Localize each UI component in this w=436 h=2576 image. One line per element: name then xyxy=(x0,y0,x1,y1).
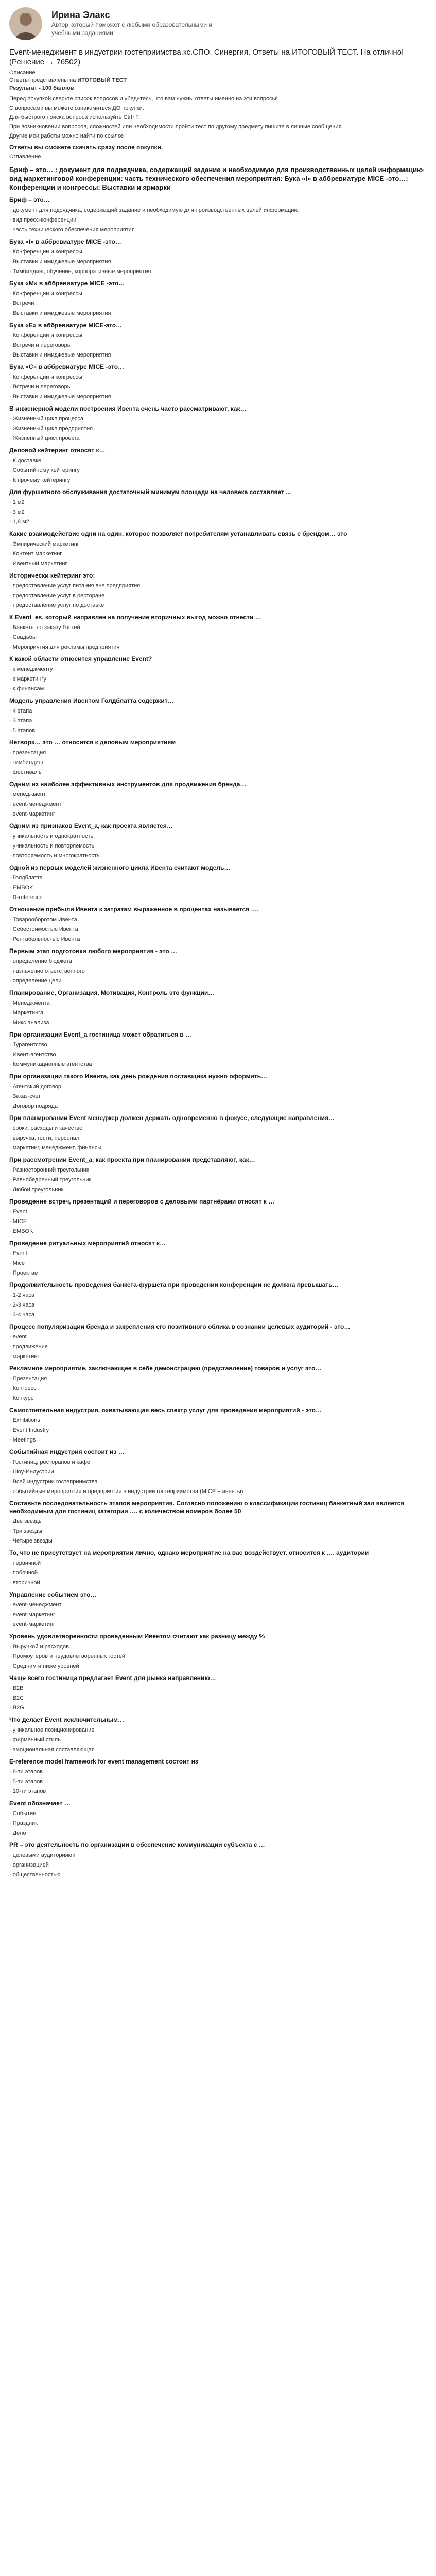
answer-option: · event-менеджмент xyxy=(9,1602,62,1608)
answer-option: · Конференции и конгрессы xyxy=(9,249,82,255)
answer-option: · уникальное позиционирование xyxy=(9,1727,95,1733)
answer-option: · Event xyxy=(9,1209,27,1215)
author-block xyxy=(9,7,427,40)
intro-section xyxy=(9,95,427,140)
answer-option: · событийные мероприятия и предприятия в индустрии гостеприимства (MICE + ивенты) xyxy=(9,1488,243,1495)
answer-option: · выручка, гости, персонал xyxy=(9,1135,80,1141)
question-heading: Событийная индустрия состоит из … xyxy=(9,1448,125,1455)
toc-label: Оглавление xyxy=(9,154,41,160)
question-heading: Модель управления Ивентом Голдблатта содержит… xyxy=(9,697,174,704)
answer-option: · первичной xyxy=(9,1560,41,1566)
question-heading: Уровень удовлетворенности проведенным Ивентом считают как разницу между % xyxy=(9,1633,265,1640)
answer-option: · предоставление услуг в ресторане xyxy=(9,592,105,599)
answer-option: · Рентабельностью Ивента xyxy=(9,936,80,942)
result-line: Результат - 100 баллов xyxy=(9,85,74,91)
answer-option: · MICE xyxy=(9,1218,27,1225)
answer-option: · 5 этапов xyxy=(9,727,36,734)
answer-option: · Выставки и имиджевые мероприятия xyxy=(9,310,111,316)
answer-option: · B2G xyxy=(9,1705,24,1711)
answer-option: · Четыре звезды xyxy=(9,1538,53,1544)
answer-option: · назначение ответственного xyxy=(9,968,85,974)
question-heading: Деловой кейтеринг относят к… xyxy=(9,447,106,454)
answer-option: · менеджмент xyxy=(9,791,46,798)
answer-option: · определение бюджета xyxy=(9,958,72,964)
answer-option: · Всей индустрии гостеприимства xyxy=(9,1479,98,1485)
question-heading: Для фуршетного обслуживания достаточный минимум площади на человека составляет ... xyxy=(9,488,291,496)
answer-option: · Микс анализа xyxy=(9,1020,49,1026)
answer-option: · event-маркетинг xyxy=(9,811,56,817)
description-label: Описание xyxy=(9,70,36,76)
answer-option: · 8-ти этапов xyxy=(9,1769,43,1775)
answers-prefix: Ответы представлены на xyxy=(9,77,76,83)
question-heading: Проведение встреч, презентаций и переговоров с деловыми партнёрами относят к … xyxy=(9,1198,275,1205)
answer-option: · предоставление услуг питания вне предприятия xyxy=(9,583,141,589)
answer-option: · event-маркетинг xyxy=(9,1621,56,1628)
answer-option: · уникальность и повторяемость xyxy=(9,843,95,849)
answer-option: · 3 м2 xyxy=(9,509,25,515)
question-heading: Бука «М» в аббревиатуре MICE -это… xyxy=(9,280,125,287)
author-description: Автор который поможет с любыми образовательными и учебными заданиями xyxy=(51,21,213,37)
answer-option: · Коммуникационные агентства xyxy=(9,1061,92,1067)
answer-option: · Заказ-счет xyxy=(9,1093,41,1099)
question-heading: Чаще всего гостиница предлагает Event для рынка направлению… xyxy=(9,1674,216,1682)
question-heading: Бука «E» в аббревиатуре MICE-это… xyxy=(9,321,123,329)
question-heading: Одним из признаков Event_a, как проекта является… xyxy=(9,822,173,829)
answer-option: · B2B xyxy=(9,1685,24,1691)
answer-option: · Встречи xyxy=(9,300,34,307)
question-heading: Самостоятельная индустрия, охватывающая весь спектр услуг для проведения мероприятий - это… xyxy=(9,1406,322,1414)
question-heading: Составьте последовательность этапов мероприятия. Согласно положению о классификации гостиниц банкетный зал является необходимым для гостиниц категории …. с количеством номеров более 50 xyxy=(9,1500,405,1515)
answer-option: · Событие xyxy=(9,1810,37,1817)
answer-option: · Агентский договор xyxy=(9,1083,61,1090)
answer-option: · предоставление услуг по доставке xyxy=(9,602,104,608)
answer-option: · Себестоимостью Ивента xyxy=(9,926,78,933)
answers-line xyxy=(9,77,427,84)
answer-option: · Выставки и имиджевые мероприятия xyxy=(9,352,111,358)
answer-option: · Шоу-Индустрии xyxy=(9,1469,54,1475)
answer-option: · Презентация xyxy=(9,1376,47,1382)
answer-option: · Конкурс xyxy=(9,1395,34,1401)
answer-option: · Встречи и переговоры xyxy=(9,384,72,390)
answer-option: · тимбилдинг xyxy=(9,759,44,766)
answer-option: · Событийному кейтерингу xyxy=(9,467,80,473)
intro-paragraph: Перед покупкой сверьте список вопросов и убедитесь, что вам нужны ответы именно на эти вопросы! xyxy=(9,96,278,102)
answer-option: · 2-3 часа xyxy=(9,1302,35,1308)
answer-option: · Эмпирический маркетинг xyxy=(9,541,79,547)
answer-option: · продвижение xyxy=(9,1344,48,1350)
answer-option: · К доставке xyxy=(9,457,42,464)
question-heading: Бриф – это… : документ для подрядчика, содержащий задание и необходимую для производственных целей информацию· вид маркетинговой конференции: часть технического обеспечения мероприятия: Бука «I» в аббревиатуре MICE -это…: Конференции и конгрессы: Выставки и ярмарки xyxy=(9,166,425,191)
answer-option: · Meetings xyxy=(9,1437,36,1443)
author-name[interactable]: Ирина Элакс xyxy=(51,10,110,20)
answer-option: · 1 м2 xyxy=(9,499,25,505)
answer-option: · Выставки и имиджевые мероприятия xyxy=(9,259,111,265)
answer-option: · Дело xyxy=(9,1830,26,1836)
answer-option: · Ивентный маркетинг xyxy=(9,561,67,567)
answer-option: · Event Industry xyxy=(9,1427,49,1433)
answer-option: · общественностью xyxy=(9,1872,61,1878)
question-heading: Бука «C» в аббревиатуре MICE -это… xyxy=(9,363,125,370)
answer-option: · Любой треугольник xyxy=(9,1187,64,1193)
page-title: Event-менеджмент в индустрии гостеприимства.кс.СПО. Синергия. Ответы на ИТОГОВЫЙ ТЕСТ. На отлично! (Решение → 76502) xyxy=(9,48,404,66)
question-heading: Продолжительность проведения банкета-фуршета при проведении конференции не должна превышать… xyxy=(9,1281,339,1289)
answer-option: · Разносторонний треугольник xyxy=(9,1167,89,1173)
answer-option: · event-маркетинг xyxy=(9,1612,56,1618)
qa-list xyxy=(9,165,427,1878)
answer-option: · Exhibitions xyxy=(9,1417,40,1423)
answer-option: · Турагентство xyxy=(9,1042,47,1048)
answer-option: · К прочему кейтерингу xyxy=(9,477,71,483)
answer-option: · организацией xyxy=(9,1862,49,1868)
answer-option: · эмоциональная составляющая xyxy=(9,1747,95,1753)
answer-option: · определение цели xyxy=(9,978,62,984)
question-heading: Что делает Event исключительным… xyxy=(9,1716,125,1723)
answer-option: · Голдблатта xyxy=(9,875,43,881)
question-heading: При планировании Event менеджер должен держать одновременно в фокусе, следующие направления… xyxy=(9,1114,335,1122)
answer-option: · маркетинг, менеджмент, финансы xyxy=(9,1145,102,1151)
question-heading: Планирование, Организация, Мотивация, Контроль это функции… xyxy=(9,989,215,996)
answer-option: · маркетинг xyxy=(9,1353,40,1360)
answer-option: · Тимбилдинг, обучение, корпоративные мероприятия xyxy=(9,268,151,275)
answer-option: · к маркетингу xyxy=(9,676,46,682)
question-heading: К Event_es, который направлен на получение вторичных выгод можно отнести … xyxy=(9,614,261,621)
answer-option: · Mice xyxy=(9,1260,25,1266)
intro-paragraph: Для быстрого поиска вопроса используйте Ctrl+F. xyxy=(9,114,140,121)
author-text xyxy=(51,7,221,37)
question-heading: При организации такого Ивента, как день рождения поставщика нужно оформить… xyxy=(9,1073,268,1080)
answer-option: · EMBOK xyxy=(9,885,33,891)
answer-option: · Конференции и конгрессы xyxy=(9,374,82,380)
answer-option: · вид пресс-конференции xyxy=(9,217,77,223)
question-heading: Какие взаимодействие одни на один, которое позволяет потребителям устанавливать связь с брендом… это xyxy=(9,530,347,537)
answer-option: · часть технического обеспечения мероприятия xyxy=(9,227,135,233)
intro-paragraph: При возникновении вопросов, сложностей или необходимости пройти тест по другому предмету пишите в личные сообщения. xyxy=(9,124,343,130)
question-heading: Процесс популяризации бренда и закрепления его позитивного облика в сознании целевых аудиторий - это… xyxy=(9,1323,351,1330)
answer-option: · Две звезды xyxy=(9,1518,43,1524)
answer-option: · к финансам xyxy=(9,686,44,692)
answer-option: · Промоутеров и неудовлетворенных гостей xyxy=(9,1653,126,1659)
answer-option: · Выручкой и расходов xyxy=(9,1643,69,1650)
answer-option: · 3 этапа xyxy=(9,718,32,724)
question-heading: При рассмотрении Event_a, как проекта при планировании представляют, как… xyxy=(9,1156,255,1163)
intro-paragraph: С вопросами вы можете ознакомиться ДО покупки. xyxy=(9,105,144,111)
answer-option: · EMBOK xyxy=(9,1228,33,1234)
answer-option: · фестиваль xyxy=(9,769,42,775)
question-heading: Рекламное мероприятие, заключающее в себе демонстрацию (представление) товаров и услуг это… xyxy=(9,1365,322,1372)
answer-option: · Жизненный цикл проекта xyxy=(9,435,80,442)
question-heading: В инженерной модели построения Ивента очень часто рассматривают, как… xyxy=(9,405,247,412)
answer-option: · Гостиниц, ресторанов и кафе xyxy=(9,1459,91,1465)
question-heading: При организации Event_а гостиница может обратиться в … xyxy=(9,1031,191,1038)
question-heading: Одним из наиболее эффективных инструментов для продвижения бренда… xyxy=(9,781,247,788)
question-heading: Event обозначает … xyxy=(9,1800,71,1807)
answer-option: · Конгресс xyxy=(9,1385,37,1392)
answer-option: · Свадьбы xyxy=(9,634,37,640)
intro-paragraph: Другие мои работы можно найти по ссылке xyxy=(9,133,124,139)
answer-option: · сроки, расходы и качество xyxy=(9,1125,83,1131)
question-heading: Бриф – это… xyxy=(9,196,50,204)
question-heading: Первым этап подготовки любого мероприятия - это … xyxy=(9,947,178,955)
answer-option: · Конференции и конгрессы xyxy=(9,332,82,338)
question-heading: E-reference model framework for event management состоит из xyxy=(9,1758,198,1765)
answer-option: · документ для подрядчика, содержащий задание и необходимую для производственных целей информацию xyxy=(9,207,299,213)
answer-option: · Три звезды xyxy=(9,1528,42,1534)
answer-option: · Равнобедренный треугольник xyxy=(9,1177,92,1183)
answer-option: · Товарооборотом Ивента xyxy=(9,917,77,923)
answer-option: · R-reference xyxy=(9,894,43,901)
answer-option: · Контент маркетинг xyxy=(9,551,62,557)
answer-option: · 3-4 часа xyxy=(9,1312,35,1318)
question-heading: Проведение ритуальных мероприятий относят к… xyxy=(9,1240,166,1247)
answer-option: · Проектам xyxy=(9,1270,39,1276)
question-heading: То, что не присутствует на мероприятии лично, однако мероприятие на вас воздействует, относится к …. аудитории xyxy=(9,1549,369,1556)
question-heading: Исторически кейтеринг это: xyxy=(9,572,95,579)
answer-option: · Жизненный цикл предприятия xyxy=(9,426,93,432)
answer-option: · Ивент-агентство xyxy=(9,1052,56,1058)
answer-option: · уникальность и однократность xyxy=(9,833,94,839)
answer-option: · Жизненный цикл процесса xyxy=(9,416,83,422)
answer-option: · Выставки и имиджевые мероприятия xyxy=(9,394,111,400)
answer-option: · Event xyxy=(9,1250,27,1257)
answer-option: · Встречи и переговоры xyxy=(9,342,72,348)
answer-option: · 4 этапа xyxy=(9,708,32,714)
answer-option: · Менеджмента xyxy=(9,1000,50,1006)
answer-option: · презентация xyxy=(9,750,46,756)
answer-option: · B2C xyxy=(9,1695,24,1701)
answer-option: · Праздник xyxy=(9,1820,38,1826)
answer-option: · event xyxy=(9,1334,27,1340)
answer-option: · фирменный стиль xyxy=(9,1737,61,1743)
answer-option: · 1,8 м2 xyxy=(9,519,29,525)
answer-option: · побочной xyxy=(9,1570,38,1576)
question-heading: Бука «I» в аббревиатуре MICE -это… xyxy=(9,238,121,245)
avatar-photo-icon xyxy=(9,7,42,40)
question-heading: Отношение прибыли Ивента к затратам выраженное в процентах называется …. xyxy=(9,906,259,913)
answer-option: · целевыми аудиториями xyxy=(9,1852,76,1858)
answers-bold: ИТОГОВЫЙ ТЕСТ xyxy=(77,77,127,83)
question-heading: Нетворк… это … относится к деловым мероприятиям xyxy=(9,739,176,746)
answer-option: · 1-2 часа xyxy=(9,1292,35,1298)
answer-option: · 10-ти этапов xyxy=(9,1788,46,1794)
answer-option: · повторяемость и многократность xyxy=(9,853,100,859)
answer-option: · к менеджменту xyxy=(9,666,53,672)
answer-option: · Банкеты по заказу Гостей xyxy=(9,624,80,631)
answer-option: · Договор подряда xyxy=(9,1103,58,1109)
answer-option: · Средним и ниже уровней xyxy=(9,1663,79,1669)
answer-option: · Маркетинга xyxy=(9,1010,44,1016)
question-heading: Одной из первых моделей жизненного цикла Ивента считают модель… xyxy=(9,864,231,871)
question-heading: К какой области относится управление Event? xyxy=(9,655,152,663)
answer-option: · вторичной xyxy=(9,1580,40,1586)
question-heading: Управление событием это… xyxy=(9,1591,97,1598)
answer-option: · event-менеджмент xyxy=(9,801,62,807)
answer-option: · Мероприятия для рекламы предприятия xyxy=(9,644,120,650)
answer-option: · Конференции и конгрессы xyxy=(9,291,82,297)
after-buy-note: Ответы вы сможете скачать сразу после покупки. xyxy=(9,144,163,151)
author-avatar[interactable] xyxy=(9,7,42,40)
answer-option: · 5-ти этапов xyxy=(9,1778,43,1785)
question-heading: PR – это деятельность по организации в обеспечение коммуникации субъекта с … xyxy=(9,1841,265,1849)
